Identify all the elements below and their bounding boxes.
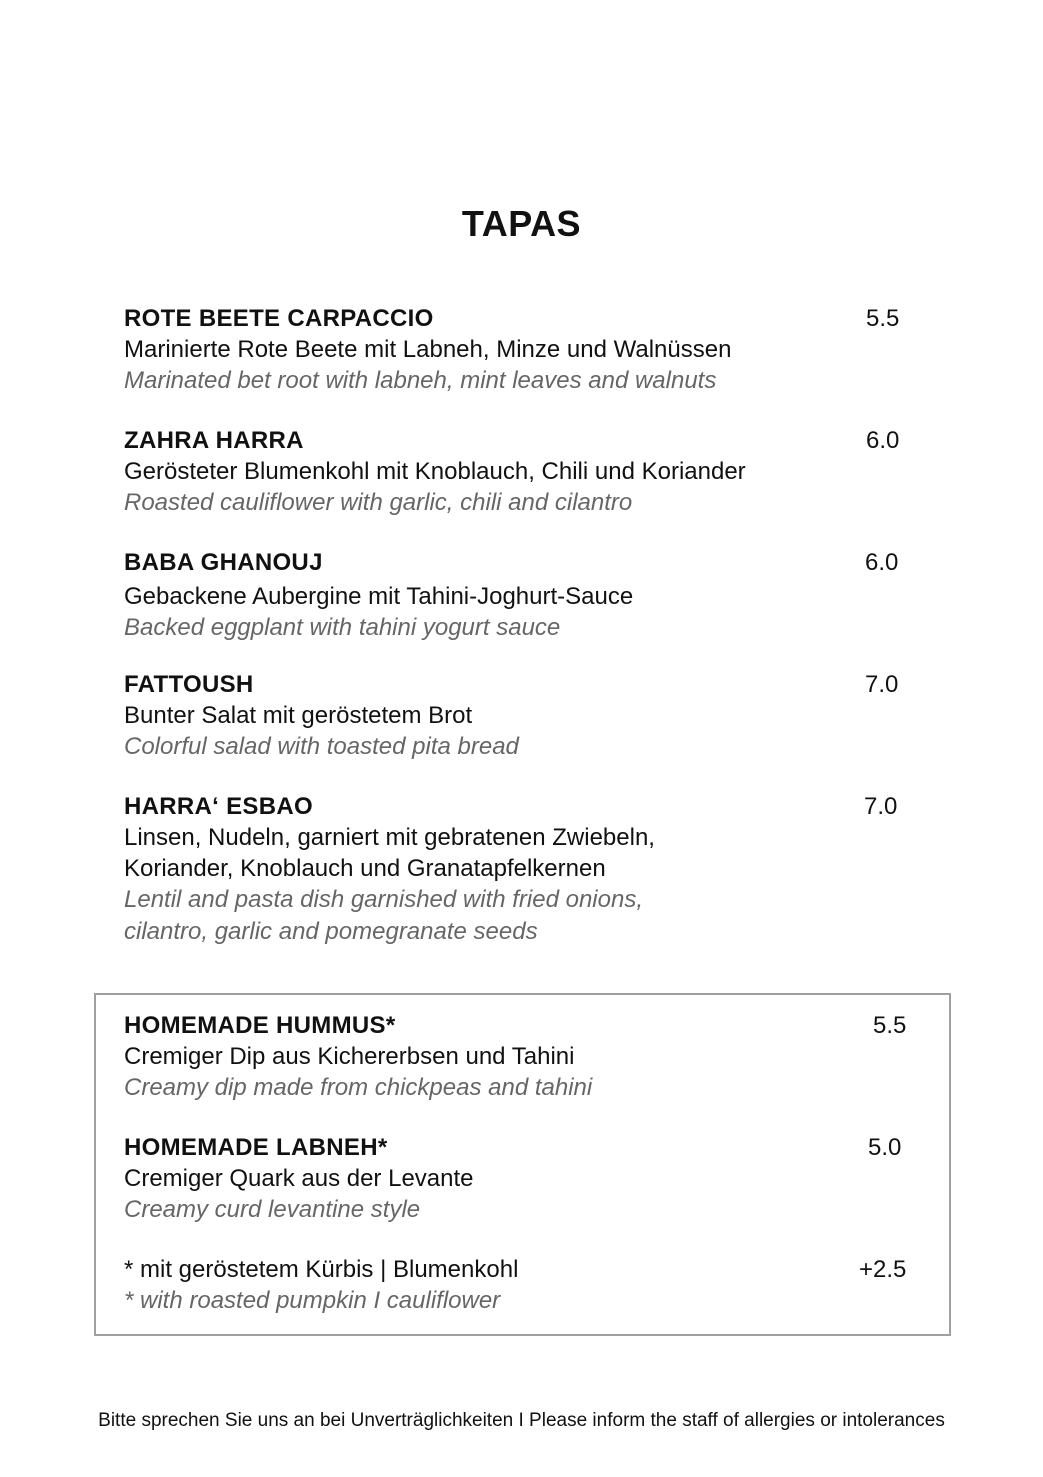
menu-item-rote-beete-carpaccio xyxy=(124,304,914,396)
item-price: 6.0 xyxy=(866,427,900,454)
menu-item-extra-topping xyxy=(124,1255,914,1316)
allergy-footer: Bitte sprechen Sie uns an bei Unverträglichkeiten I Please inform the staff of allergies or intolerances xyxy=(98,1410,945,1431)
item-price: 7.0 xyxy=(864,793,898,820)
item-name: HARRA‘ ESBAO xyxy=(124,793,313,820)
item-price: +2.5 xyxy=(859,1256,907,1283)
item-description-de: Marinierte Rote Beete mit Labneh, Minze und Walnüssen xyxy=(124,336,732,363)
item-description-en: Backed eggplant with tahini yogurt sauce xyxy=(124,614,561,641)
item-name: ROTE BEETE CARPACCIO xyxy=(124,305,434,332)
menu-item-homemade-hummus xyxy=(124,1011,914,1103)
menu-item-harra-esbao xyxy=(124,792,914,947)
item-description-en: Creamy curd levantine style xyxy=(124,1196,421,1223)
menu-item-fattoush xyxy=(124,670,914,762)
item-price: 5.5 xyxy=(866,305,900,332)
item-price: 7.0 xyxy=(865,671,899,698)
menu-item-baba-ghanouj xyxy=(124,548,914,643)
item-description-de: Bunter Salat mit geröstetem Brot xyxy=(124,702,473,729)
item-description-en: Creamy dip made from chickpeas and tahini xyxy=(124,1074,593,1101)
menu-title: TAPAS xyxy=(461,203,582,244)
item-price: 5.0 xyxy=(868,1134,902,1161)
item-description-de: Gebackene Aubergine mit Tahini-Joghurt-Sauce xyxy=(124,583,634,610)
item-extra-en: * with roasted pumpkin I cauliflower xyxy=(124,1287,501,1314)
item-description-de: Gerösteter Blumenkohl mit Knoblauch, Chili und Koriander xyxy=(124,458,746,485)
item-description-en-line-1: Lentil and pasta dish garnished with fried onions, xyxy=(124,886,643,913)
item-description-de-line-2: Koriander, Knoblauch und Granatapfelkernen xyxy=(124,855,606,882)
item-extra-de: * mit geröstetem Kürbis | Blumenkohl xyxy=(124,1256,519,1283)
item-name: HOMEMADE LABNEH* xyxy=(124,1134,388,1161)
item-description-en: Roasted cauliflower with garlic, chili and cilantro xyxy=(124,489,633,516)
item-description-de: Cremiger Quark aus der Levante xyxy=(124,1165,474,1192)
item-description-en: Marinated bet root with labneh, mint leaves and walnuts xyxy=(124,367,717,394)
item-price: 5.5 xyxy=(873,1012,907,1039)
item-name: BABA GHANOUJ xyxy=(124,549,323,576)
menu-item-homemade-labneh xyxy=(124,1133,914,1225)
item-price: 6.0 xyxy=(865,549,899,576)
menu-item-zahra-harra xyxy=(124,426,914,518)
item-description-en: Colorful salad with toasted pita bread xyxy=(124,733,519,760)
item-name: HOMEMADE HUMMUS* xyxy=(124,1012,396,1039)
item-name: FATTOUSH xyxy=(124,671,254,698)
item-name: ZAHRA HARRA xyxy=(124,427,304,454)
item-description-de-line-1: Linsen, Nudeln, garniert mit gebratenen Zwiebeln, xyxy=(124,824,655,851)
item-description-en-line-2: cilantro, garlic and pomegranate seeds xyxy=(124,918,538,945)
item-description-de: Cremiger Dip aus Kichererbsen und Tahini xyxy=(124,1043,575,1070)
